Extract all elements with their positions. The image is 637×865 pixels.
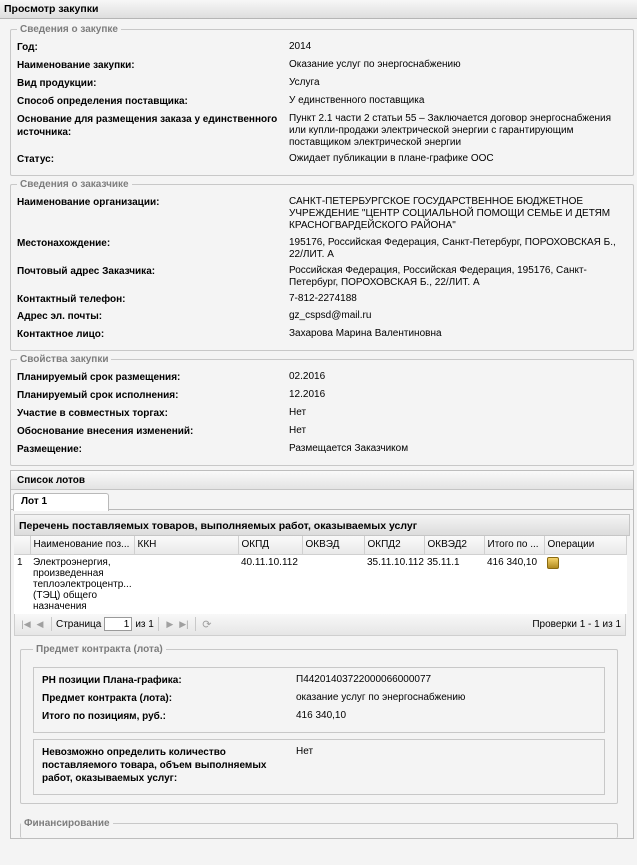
field-value: Оказание услуг по энергоснабжению (289, 59, 461, 70)
grid-pager (14, 614, 626, 636)
info-row-status (17, 153, 627, 167)
pager-separator (51, 617, 52, 631)
page-of-label: из 1 (135, 618, 154, 630)
contract-subject-section (20, 644, 618, 804)
field-label: Местонахождение: (17, 238, 111, 249)
info-row-supplier-method (17, 95, 627, 113)
field-label: Планируемый срок исполнения: (17, 390, 179, 401)
field-label: Наименование организации: (17, 197, 160, 208)
page-label: Страница (56, 618, 102, 630)
field-label: Контактный телефон: (17, 294, 126, 305)
field-label: Почтовый адрес Заказчика: (17, 266, 156, 277)
field-label: Наименование закупки: (17, 60, 135, 71)
field-value: Ожидает публикации в плане-графике ООС (289, 153, 494, 164)
customer-info-section (10, 179, 634, 351)
field-value: Услуга (289, 77, 320, 88)
col-header-okved2[interactable]: ОКВЭД2 (424, 536, 484, 554)
cell-okpd: 40.11.10.112 (241, 556, 298, 568)
col-header-operations[interactable]: Операции (544, 536, 626, 554)
purchase-props-section (10, 354, 634, 466)
field-label: Планируемый срок размещения: (17, 372, 181, 383)
field-value: Нет (289, 425, 307, 436)
financing-section (20, 818, 618, 838)
last-page-icon[interactable]: ▶| (179, 618, 189, 629)
contract-subject-legend: Предмет контракта (лота) (36, 643, 163, 655)
field-label: Предмет контракта (лота): (42, 692, 173, 704)
field-label: Способ определения поставщика: (17, 96, 188, 107)
pager-separator (158, 617, 159, 631)
items-grid (14, 536, 627, 614)
field-label: Участие в совместных торгах: (17, 408, 168, 419)
cell-okpd2: 35.11.10.112 (367, 556, 424, 568)
props-row-placement-date (17, 371, 627, 389)
field-value: 02.2016 (289, 371, 326, 382)
next-page-icon[interactable]: ▶ (166, 618, 174, 629)
lots-tabbar (11, 490, 633, 510)
info-row-name (17, 59, 627, 77)
field-label: Контактное лицо: (17, 329, 105, 340)
col-header-kkn[interactable]: ККН (134, 536, 238, 554)
customer-row-email (17, 310, 627, 328)
field-value: 416 340,10 (296, 709, 347, 721)
cell-kkn (134, 554, 238, 614)
cell-okved2: 35.11.1 (427, 556, 460, 568)
col-header-okpd[interactable]: ОКПД (238, 536, 302, 554)
field-value: Нет (289, 407, 307, 418)
col-header-okpd2[interactable]: ОКПД2 (364, 536, 424, 554)
field-label: Обоснование внесения изменений: (17, 426, 194, 437)
col-header-num (14, 536, 30, 554)
props-row-changes (17, 425, 627, 443)
pager-info: Проверки 1 - 1 из 1 (532, 618, 621, 630)
field-value: gz_cspsd@mail.ru (289, 310, 372, 321)
cell-okved (302, 554, 364, 614)
tab-lot-1[interactable]: Лот 1 (13, 493, 109, 511)
contract-subject-box (33, 667, 605, 733)
cell-operations (544, 554, 626, 614)
field-label: Адрес эл. почты: (17, 311, 103, 322)
pager-separator (195, 617, 196, 631)
customer-row-postal (17, 265, 627, 293)
field-label: Основание для размещения заказа у единственного источника: (17, 114, 278, 138)
col-header-total[interactable]: Итого по ... (484, 536, 544, 554)
info-row-basis (17, 113, 627, 153)
main-content (0, 24, 637, 839)
field-label: РН позиции Плана-графика: (42, 674, 182, 686)
quantity-row (42, 746, 596, 786)
items-grid-title: Перечень поставляемых товаров, выполняемых работ, оказываемых услуг (14, 514, 630, 536)
coins-icon[interactable] (547, 557, 559, 569)
field-value: 195176, Российская Федерация, Санкт-Петербург, ПОРОХОВСКАЯ Б., 22/ЛИТ. А (289, 237, 616, 260)
subject-row-plan-position (42, 674, 596, 692)
field-value: Российская Федерация, Российская Федерация, 195176, Санкт-Петербург, ПОРОХОВСКАЯ Б., 22/ЛИТ. А (289, 265, 587, 288)
lots-panel (10, 470, 634, 839)
field-value: 7-812-2274188 (289, 293, 357, 304)
purchase-info-section (10, 24, 634, 176)
quantity-box (33, 739, 605, 795)
prev-page-icon[interactable]: ◀ (36, 618, 44, 629)
field-label: Размещение: (17, 444, 82, 455)
field-value: П44201403722000066000077 (296, 673, 432, 685)
field-value: Пункт 2.1 части 2 статьи 55 – Заключается договор энергоснабжения или купли-продажи электрической энергии с гарантирующим поставщиком электрической энергии (289, 113, 612, 148)
cell-total: 416 340,10 (487, 556, 538, 568)
subject-row-total (42, 710, 596, 724)
customer-info-legend: Сведения о заказчике (20, 179, 129, 190)
field-label: Год: (17, 42, 38, 53)
field-label: Статус: (17, 154, 55, 165)
col-header-name[interactable]: Наименование поз... (30, 536, 134, 554)
field-label: Вид продукции: (17, 78, 97, 89)
lot-tab-body (11, 510, 633, 838)
field-value: оказание услуг по энергоснабжению (296, 691, 466, 703)
field-value: У единственного поставщика (289, 95, 425, 106)
page-number-input[interactable] (104, 617, 132, 631)
field-value: Нет (296, 745, 314, 757)
props-row-joint (17, 407, 627, 425)
customer-row-contact (17, 328, 627, 342)
info-row-year (17, 41, 627, 59)
field-label: Итого по позициям, руб.: (42, 710, 166, 722)
first-page-icon[interactable]: |◀ (21, 618, 31, 629)
info-row-product-type (17, 77, 627, 95)
customer-row-phone (17, 293, 627, 310)
cell-name: Электроэнергия, произведенная теплоэлектроцентр... (ТЭЦ) общего назначения (33, 556, 132, 612)
customer-row-org (17, 196, 627, 237)
purchase-info-legend: Сведения о закупке (20, 24, 118, 35)
customer-row-location (17, 237, 627, 265)
field-value: САНКТ-ПЕТЕРБУРГСКОЕ ГОСУДАРСТВЕННОЕ БЮДЖЕТНОЕ УЧРЕЖДЕНИЕ "ЦЕНТР СОЦИАЛЬНОЙ ПОМОЩИ СЕМЬЕ И ДЕТЯМ КРАСНОГВАРДЕЙСКОГО РАЙОНА" (289, 196, 611, 231)
field-value: Размещается Заказчиком (289, 443, 409, 454)
field-label: Невозможно определить количество поставляемого товара, объем выполняемых работ, оказываемых услуг: (42, 746, 267, 784)
subject-row-subject (42, 692, 596, 710)
field-value: 2014 (289, 41, 312, 52)
financing-legend: Финансирование (24, 817, 110, 829)
field-value: Захарова Марина Валентиновна (289, 328, 442, 339)
purchase-props-legend: Свойства закупки (20, 354, 109, 365)
grid-header-row (14, 536, 626, 554)
cell-num: 1 (17, 556, 23, 568)
window-title: Просмотр закупки (0, 0, 637, 19)
lots-panel-title: Список лотов (11, 471, 633, 490)
props-row-execution-date (17, 389, 627, 407)
table-row[interactable] (14, 554, 626, 614)
props-row-placement (17, 443, 627, 457)
field-value: 12.2016 (289, 389, 326, 400)
refresh-icon[interactable]: ⟳ (202, 618, 212, 631)
col-header-okved[interactable]: ОКВЭД (302, 536, 364, 554)
